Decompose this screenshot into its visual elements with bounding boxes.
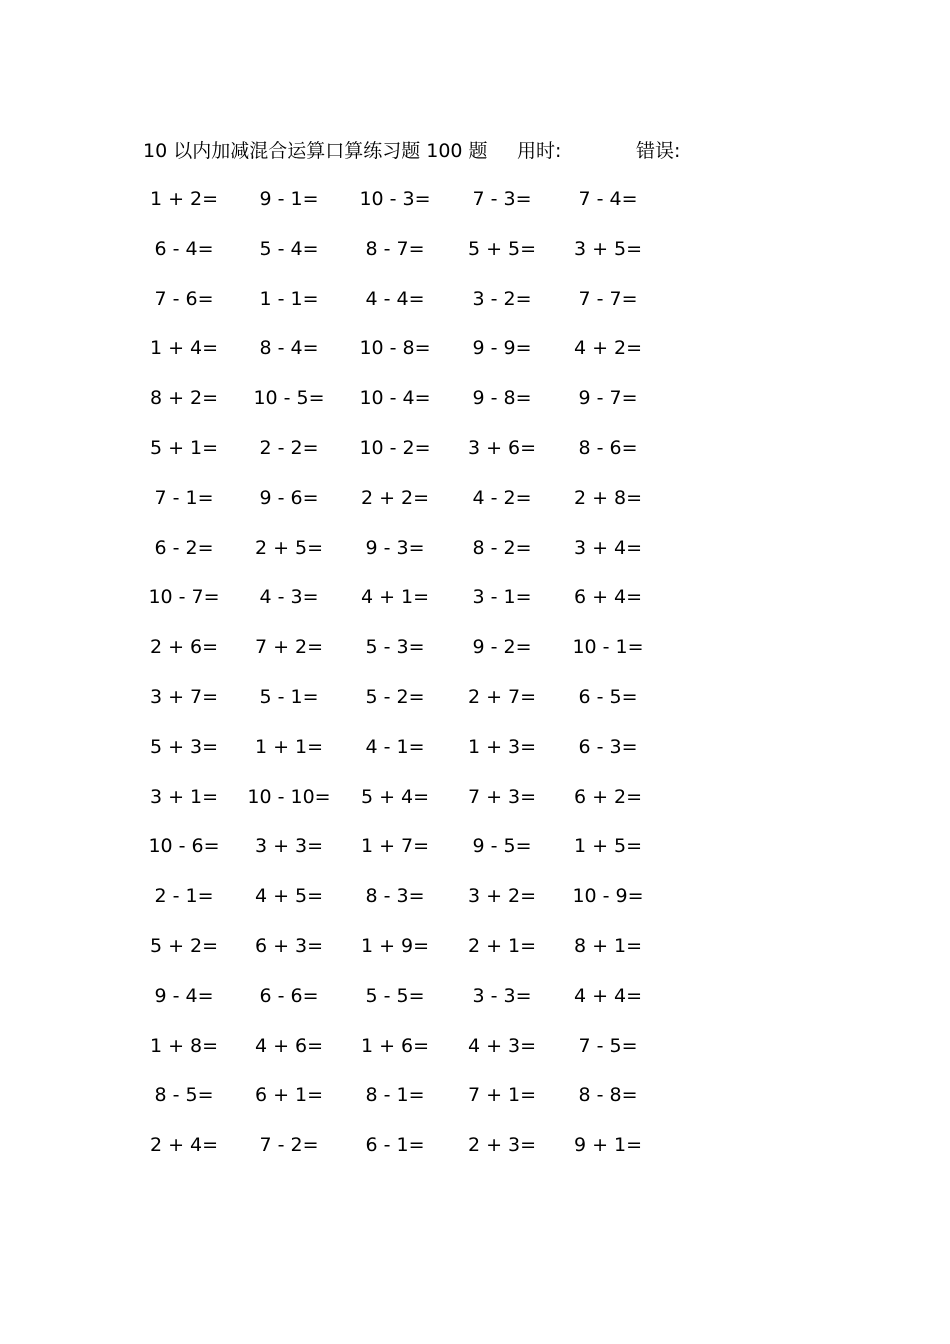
errors-label: 错误: [636,140,681,162]
math-problem: 2 + 3= [467,1134,537,1157]
math-problem: 7 - 5= [578,1034,638,1057]
math-problem: 2 + 2= [360,486,430,509]
math-problem: 5 - 5= [365,984,425,1007]
math-problem: 1 - 1= [259,287,319,310]
math-problem: 6 + 4= [573,586,643,609]
math-problem: 5 + 5= [467,237,537,260]
math-problem: 4 + 3= [467,1034,537,1057]
problem-row [0,1031,950,1061]
math-problem: 9 - 5= [472,835,532,858]
problem-row [0,1080,950,1110]
problem-row [0,881,950,911]
math-problem: 5 + 3= [149,735,219,758]
problem-row [0,931,950,961]
math-problem: 3 - 1= [472,586,532,609]
math-problem: 4 + 2= [573,337,643,360]
math-problem: 3 + 5= [573,237,643,260]
math-problem: 5 + 1= [149,437,219,459]
math-problem: 6 - 3= [578,735,638,758]
math-problem: 3 + 6= [467,437,537,459]
math-problem: 3 + 4= [573,536,643,559]
math-problem: 4 - 3= [259,586,319,609]
math-problem: 8 - 8= [578,1084,638,1107]
problem-row [0,682,950,712]
math-problem: 10 - 5= [253,387,325,410]
math-problem: 9 - 1= [259,188,319,210]
math-problem: 8 + 1= [573,935,643,957]
problem-row [0,732,950,762]
math-problem: 9 - 8= [472,387,532,410]
math-problem: 8 - 6= [578,437,638,459]
math-problem: 1 + 4= [149,337,219,360]
math-problem: 4 + 1= [360,586,430,609]
math-problem: 2 + 4= [149,1134,219,1157]
problem-row [0,782,950,812]
math-problem: 9 - 3= [365,536,425,559]
math-problem: 2 + 7= [467,686,537,708]
math-problem: 2 + 5= [254,536,324,559]
math-problem: 6 - 2= [154,536,214,559]
math-problem: 8 - 5= [154,1084,214,1107]
math-problem: 3 - 2= [472,287,532,310]
math-problem: 1 + 8= [149,1034,219,1057]
math-problem: 5 - 1= [259,686,319,708]
math-problem: 10 - 1= [572,636,644,659]
math-problem: 1 + 6= [360,1034,430,1057]
problem-row [0,433,950,463]
math-problem: 10 - 7= [148,586,220,609]
math-problem: 8 - 3= [365,885,425,908]
problem-row [0,831,950,861]
math-problem: 1 + 3= [467,735,537,758]
math-problem: 6 + 1= [254,1084,324,1107]
math-problem: 10 - 4= [359,387,431,410]
math-problem: 8 - 7= [365,237,425,260]
math-problem: 10 - 9= [572,885,644,908]
math-problem: 5 - 3= [365,636,425,659]
math-problem: 10 - 2= [359,437,431,459]
math-problem: 9 - 7= [578,387,638,410]
math-problem: 1 + 1= [254,735,324,758]
math-problem: 10 - 10= [247,785,331,808]
math-problem: 7 - 1= [154,486,214,509]
math-problem: 6 - 1= [365,1134,425,1157]
problem-row [0,632,950,662]
math-problem: 6 + 3= [254,935,324,957]
math-problem: 1 + 2= [149,188,219,210]
math-problem: 9 - 2= [472,636,532,659]
math-problem: 7 - 6= [154,287,214,310]
math-problem: 6 - 5= [578,686,638,708]
math-problem: 9 - 4= [154,984,214,1007]
problem-row [0,284,950,314]
math-problem: 7 + 3= [467,785,537,808]
math-problem: 3 - 3= [472,984,532,1007]
math-problem: 5 + 2= [149,935,219,957]
math-problem: 5 - 4= [259,237,319,260]
math-problem: 7 - 2= [259,1134,319,1157]
math-problem: 4 - 4= [365,287,425,310]
math-problem: 4 + 4= [573,984,643,1007]
math-problem: 2 + 6= [149,636,219,659]
math-problem: 6 - 4= [154,237,214,260]
math-problem: 10 - 6= [148,835,220,858]
math-problem: 8 - 1= [365,1084,425,1107]
math-problem: 7 - 3= [472,188,532,210]
problem-row [0,483,950,513]
math-problem: 7 + 1= [467,1084,537,1107]
math-problem: 2 + 8= [573,486,643,509]
math-problem: 4 + 5= [254,885,324,908]
math-problem: 8 + 2= [149,387,219,410]
math-problem: 6 + 2= [573,785,643,808]
problem-row [0,1130,950,1160]
math-problem: 7 - 4= [578,188,638,210]
math-problem: 4 - 2= [472,486,532,509]
math-problem: 1 + 7= [360,835,430,858]
math-problem: 3 + 2= [467,885,537,908]
math-problem: 3 + 3= [254,835,324,858]
math-problem: 5 - 2= [365,686,425,708]
math-problem: 10 - 3= [359,188,431,210]
math-problem: 8 - 2= [472,536,532,559]
math-problem: 6 - 6= [259,984,319,1007]
math-problem: 9 + 1= [573,1134,643,1157]
problem-row [0,533,950,563]
math-problem: 8 - 4= [259,337,319,360]
problem-row [0,383,950,413]
math-problem: 3 + 7= [149,686,219,708]
problem-row [0,582,950,612]
math-problem: 1 + 5= [573,835,643,858]
math-problem: 1 + 9= [360,935,430,957]
problem-row [0,333,950,363]
math-problem: 5 + 4= [360,785,430,808]
time-used-label: 用时: [517,140,562,162]
math-problem: 7 + 2= [254,636,324,659]
math-problem: 4 + 6= [254,1034,324,1057]
math-problem: 2 + 1= [467,935,537,957]
problem-row [0,981,950,1011]
problem-row [0,234,950,264]
math-problem: 2 - 2= [259,437,319,459]
math-problem: 9 - 9= [472,337,532,360]
math-problem: 4 - 1= [365,735,425,758]
problem-row [0,184,950,214]
math-problem: 7 - 7= [578,287,638,310]
math-problem: 2 - 1= [154,885,214,908]
math-problem: 9 - 6= [259,486,319,509]
worksheet-title: 10 以内加减混合运算口算练习题 100 题 [143,140,488,162]
math-problem: 3 + 1= [149,785,219,808]
math-problem: 10 - 8= [359,337,431,360]
